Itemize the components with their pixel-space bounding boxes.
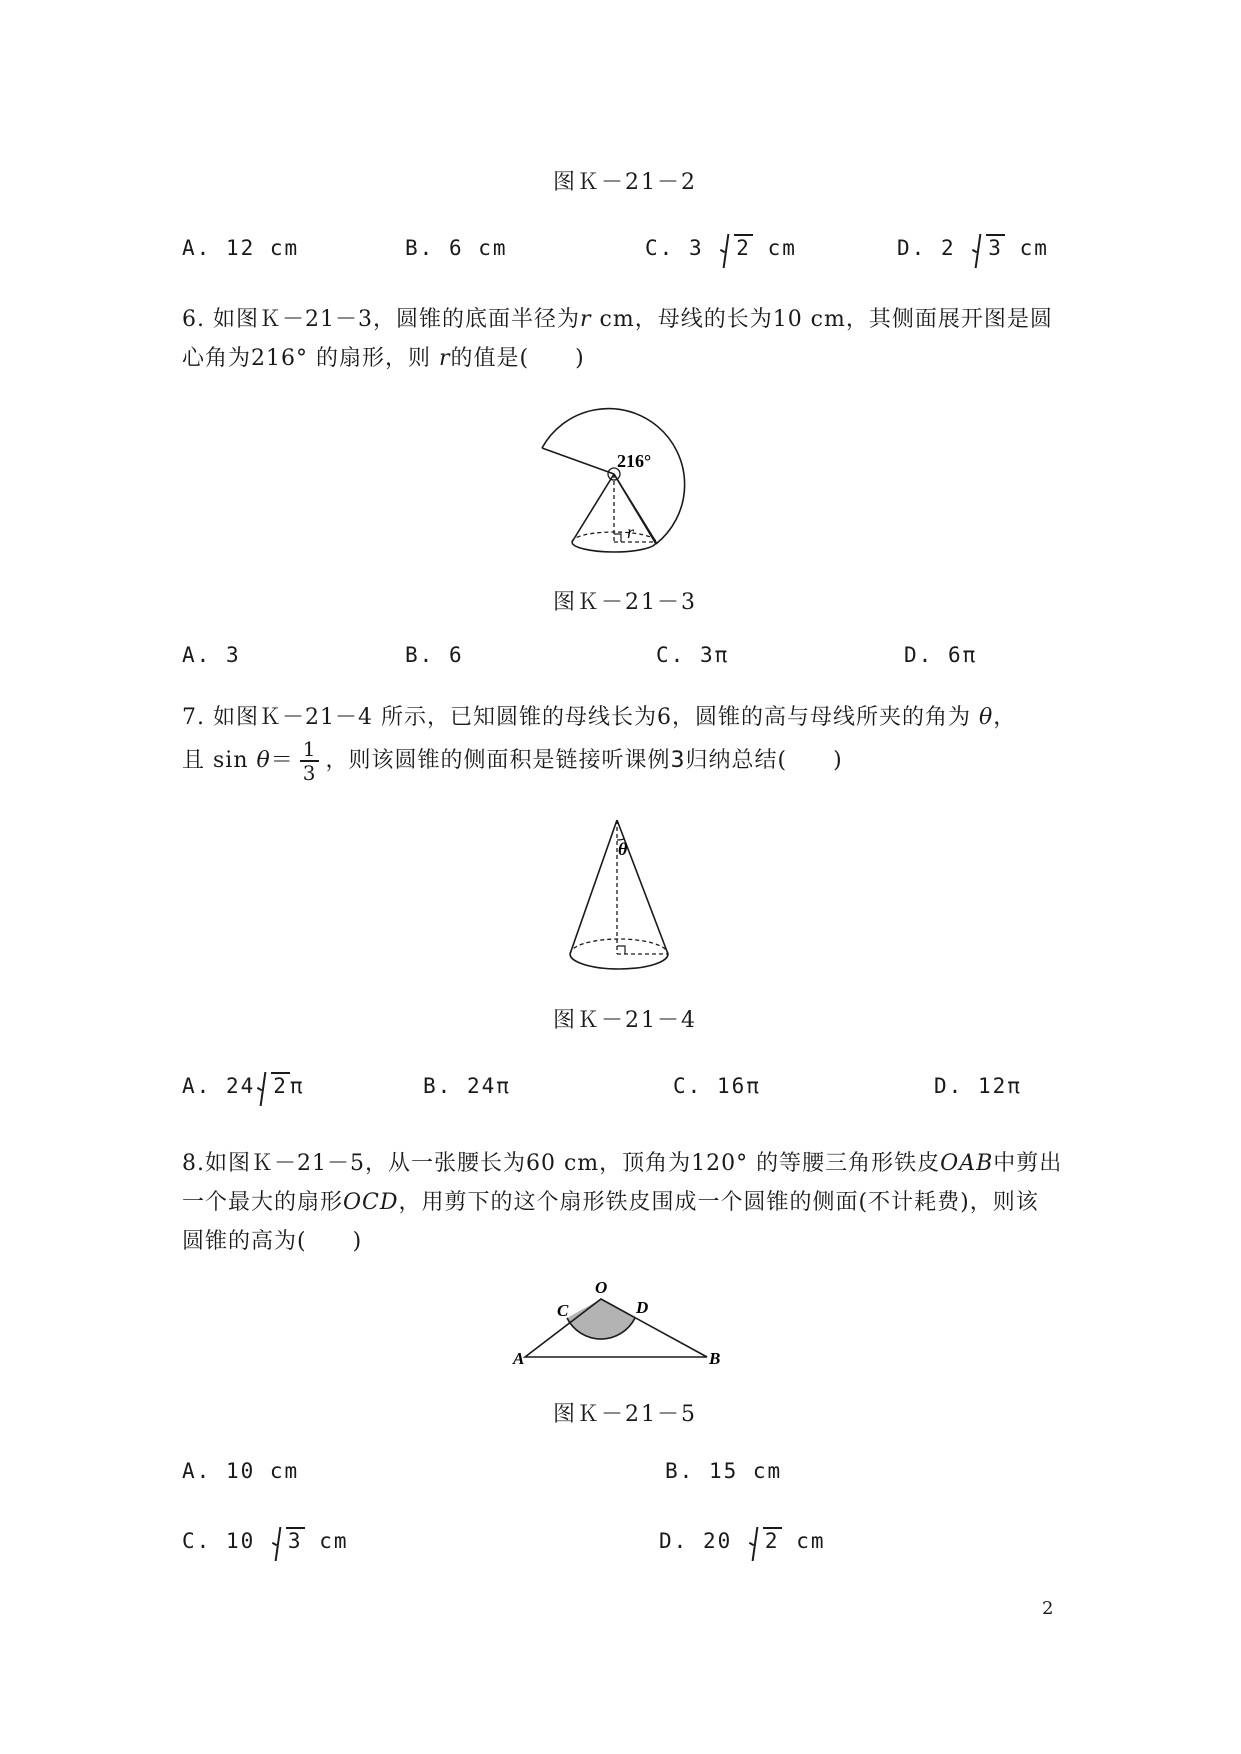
label-b: B xyxy=(709,1349,721,1368)
option-label: A. xyxy=(182,1074,212,1098)
option-label: C. xyxy=(656,643,686,667)
option-label: D. xyxy=(897,236,927,260)
cone-base-front xyxy=(572,542,656,552)
radicand: 3 xyxy=(287,1529,303,1553)
label-o: O xyxy=(595,1278,608,1297)
q7-option-c xyxy=(673,1074,761,1098)
page-number: 2 xyxy=(1042,1598,1054,1619)
option-unit: cm xyxy=(1019,236,1049,260)
figure-k21-5 xyxy=(505,1278,735,1368)
q5-option-c xyxy=(645,236,797,260)
q8-line-2: 一个最大的扇形OCD，用剪下的这个扇形铁皮围成一个圆锥的侧面(不计耗费)，则该 xyxy=(182,1190,1039,1215)
q7-line-1: 7. 如图Ｋ－21－4 所示，已知圆锥的母线长为6，圆锥的高与母线所夹的角为 θ， xyxy=(182,705,1017,730)
option-label: D. xyxy=(659,1529,689,1553)
sector-fill xyxy=(567,1299,635,1339)
var-r: r xyxy=(579,307,592,332)
sqrt-symbol xyxy=(720,236,753,260)
radicand: 2 xyxy=(764,1529,780,1553)
option-label: A. xyxy=(182,643,212,667)
q8-line-3: 圆锥的高为( ) xyxy=(182,1229,363,1254)
lesson-link[interactable]: 链接听课例3归纳总结 xyxy=(555,748,778,773)
figure-k21-3 xyxy=(530,392,710,562)
option-text: 12 cm xyxy=(225,236,300,260)
option-label: D. xyxy=(904,643,934,667)
sqrt-symbol xyxy=(272,1529,305,1553)
option-label: D. xyxy=(934,1074,964,1098)
numerator: 1 xyxy=(300,738,320,762)
figure-k21-4 xyxy=(560,812,680,982)
option-coef: 3 xyxy=(688,236,704,260)
option-coef: 20 xyxy=(702,1529,733,1553)
label-d: D xyxy=(636,1298,649,1317)
option-text: 15 cm xyxy=(708,1459,783,1483)
q6-option-d xyxy=(904,643,977,667)
q8-option-c xyxy=(182,1529,349,1553)
right-angle-mark xyxy=(614,534,621,542)
option-unit: cm xyxy=(767,236,797,260)
q6-line-2: 心角为216° 的扇形，则 r的值是( ) xyxy=(182,346,585,371)
option-text: 3 xyxy=(225,643,241,667)
option-text: 16π xyxy=(716,1074,761,1098)
sqrt-symbol xyxy=(972,236,1005,260)
option-label: C. xyxy=(673,1074,703,1098)
q6-option-c xyxy=(656,643,729,667)
figure-caption-k21-4: 图Ｋ－21－4 xyxy=(553,1008,697,1033)
denominator: 3 xyxy=(302,761,317,785)
right-angle-mark xyxy=(617,946,625,954)
radicand: 3 xyxy=(988,236,1003,260)
theta-label: θ xyxy=(618,839,628,859)
q8-option-b xyxy=(665,1459,782,1483)
option-text: 6π xyxy=(947,643,978,667)
theta-symbol: θ xyxy=(978,705,994,730)
option-text: 10 cm xyxy=(225,1459,300,1483)
q8-option-a xyxy=(182,1459,299,1483)
question-6 xyxy=(182,300,1087,378)
option-label: A. xyxy=(182,1459,212,1483)
option-label: C. xyxy=(182,1529,212,1553)
figure-caption-k21-5: 图Ｋ－21－5 xyxy=(553,1402,697,1427)
option-tail: π xyxy=(289,1074,305,1098)
option-label: B. xyxy=(405,236,435,260)
figure-caption-k21-2: 图Ｋ－21－2 xyxy=(553,170,697,195)
theta-symbol: θ xyxy=(256,748,271,773)
label-c: C xyxy=(557,1301,569,1320)
q5-option-b xyxy=(405,236,508,260)
option-text: 12π xyxy=(977,1074,1022,1098)
option-label: B. xyxy=(665,1459,695,1483)
q6-option-b xyxy=(405,643,464,667)
figure-caption-k21-3: 图Ｋ－21－3 xyxy=(553,590,697,615)
triangle-oab: OAB xyxy=(940,1151,994,1176)
radicand: 2 xyxy=(273,1074,288,1098)
option-coef: 2 xyxy=(940,236,956,260)
option-unit: cm xyxy=(319,1529,349,1553)
option-coef: 24 xyxy=(225,1074,256,1098)
q6-line-1: 6. 如图Ｋ－21－3，圆锥的底面半径为r cm，母线的长为10 cm，其侧面展开图是圆 xyxy=(182,307,1053,332)
cone-base-front xyxy=(570,954,668,969)
option-label: B. xyxy=(405,643,435,667)
q8-line-1: 8.如图Ｋ－21－5，从一张腰长为60 cm，顶角为120° 的等腰三角形铁皮OAB中剪出 xyxy=(182,1151,1063,1176)
q8-option-d xyxy=(659,1529,826,1553)
q5-option-a xyxy=(182,236,299,260)
fraction-one-third xyxy=(300,738,320,784)
option-text: 6 xyxy=(448,643,464,667)
option-label: A. xyxy=(182,236,212,260)
q6-option-a xyxy=(182,643,241,667)
option-unit: cm xyxy=(796,1529,826,1553)
sqrt-symbol xyxy=(257,1074,290,1098)
radius-label: r xyxy=(627,522,635,542)
option-coef: 10 xyxy=(225,1529,256,1553)
option-text: 24π xyxy=(466,1074,511,1098)
var-r: r xyxy=(438,346,451,371)
option-text: 6 cm xyxy=(448,236,508,260)
option-text: 3π xyxy=(699,643,730,667)
q5-option-d xyxy=(897,236,1049,260)
label-a: A xyxy=(513,1349,525,1368)
option-label: C. xyxy=(645,236,675,260)
question-8 xyxy=(182,1144,1087,1261)
angle-label: 216° xyxy=(617,451,652,471)
sqrt-symbol xyxy=(749,1529,782,1553)
q7-option-a xyxy=(182,1074,305,1098)
q7-option-b xyxy=(423,1074,511,1098)
option-label: B. xyxy=(423,1074,453,1098)
q7-line-2: 且 sin θ＝ $\frac{1}{3}$ ，则该圆锥的侧面积是链接听课例3归纳总结( ) xyxy=(182,737,843,785)
q7-option-d xyxy=(934,1074,1022,1098)
radicand: 2 xyxy=(736,236,751,260)
sector-ocd: OCD xyxy=(343,1190,399,1215)
